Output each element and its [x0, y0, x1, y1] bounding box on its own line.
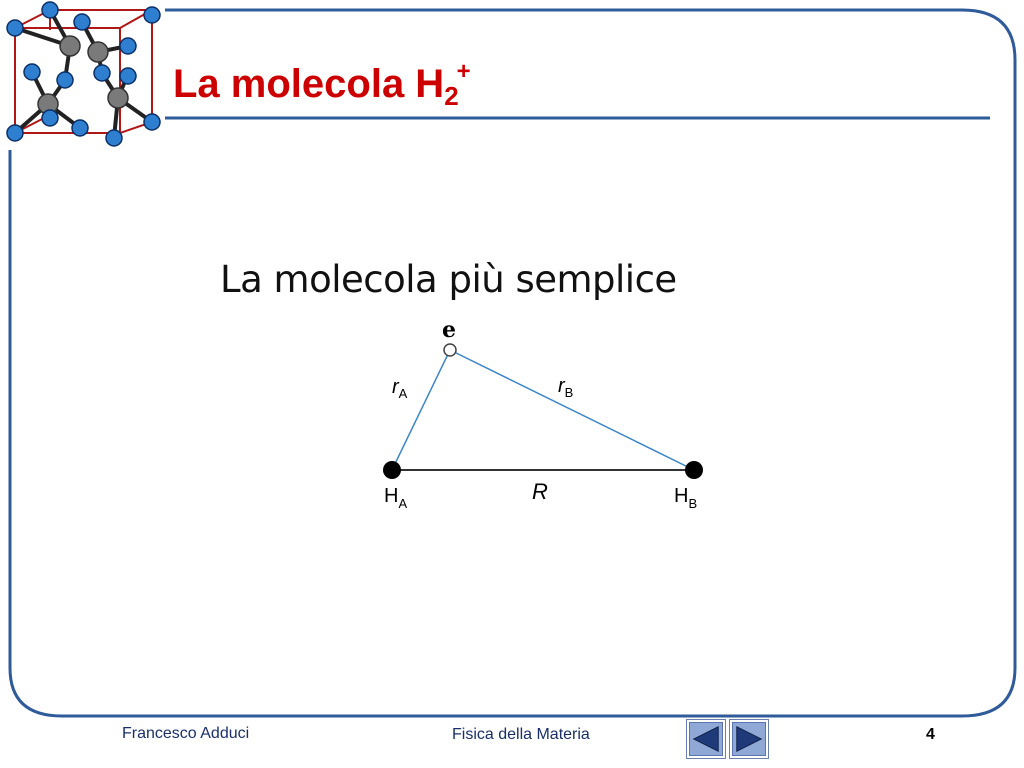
page-number: 4 — [926, 726, 935, 743]
triangle-left-icon — [690, 723, 722, 755]
subtitle: La molecola più semplice — [220, 258, 677, 301]
rA-label: $r_A$ — [392, 376, 408, 401]
footer-course: Fisica della Materia — [452, 726, 590, 743]
triangle-right-icon — [733, 723, 765, 755]
nucleus-B — [685, 461, 703, 479]
title-main: La molecola H — [173, 62, 445, 106]
rB-label: $r_B$ — [558, 375, 574, 400]
HB-label: $H_B$ — [674, 485, 698, 511]
crystal-lattice-icon — [0, 0, 170, 160]
nucleus-A — [383, 461, 401, 479]
R-label: R — [532, 479, 548, 504]
next-slide-button[interactable] — [729, 719, 769, 759]
footer-author: Francesco Adduci — [122, 725, 250, 742]
electron-label: e — [442, 317, 456, 343]
rA-line — [392, 350, 450, 470]
title-subscript: 2 — [444, 81, 459, 111]
HA-label: $H_A$ — [384, 485, 408, 511]
h2-ion-diagram — [360, 310, 740, 530]
title-superscript: + — [456, 58, 471, 85]
rB-line — [450, 350, 694, 470]
previous-slide-button[interactable] — [686, 719, 726, 759]
slide-title — [173, 58, 471, 112]
electron-marker — [444, 344, 456, 356]
